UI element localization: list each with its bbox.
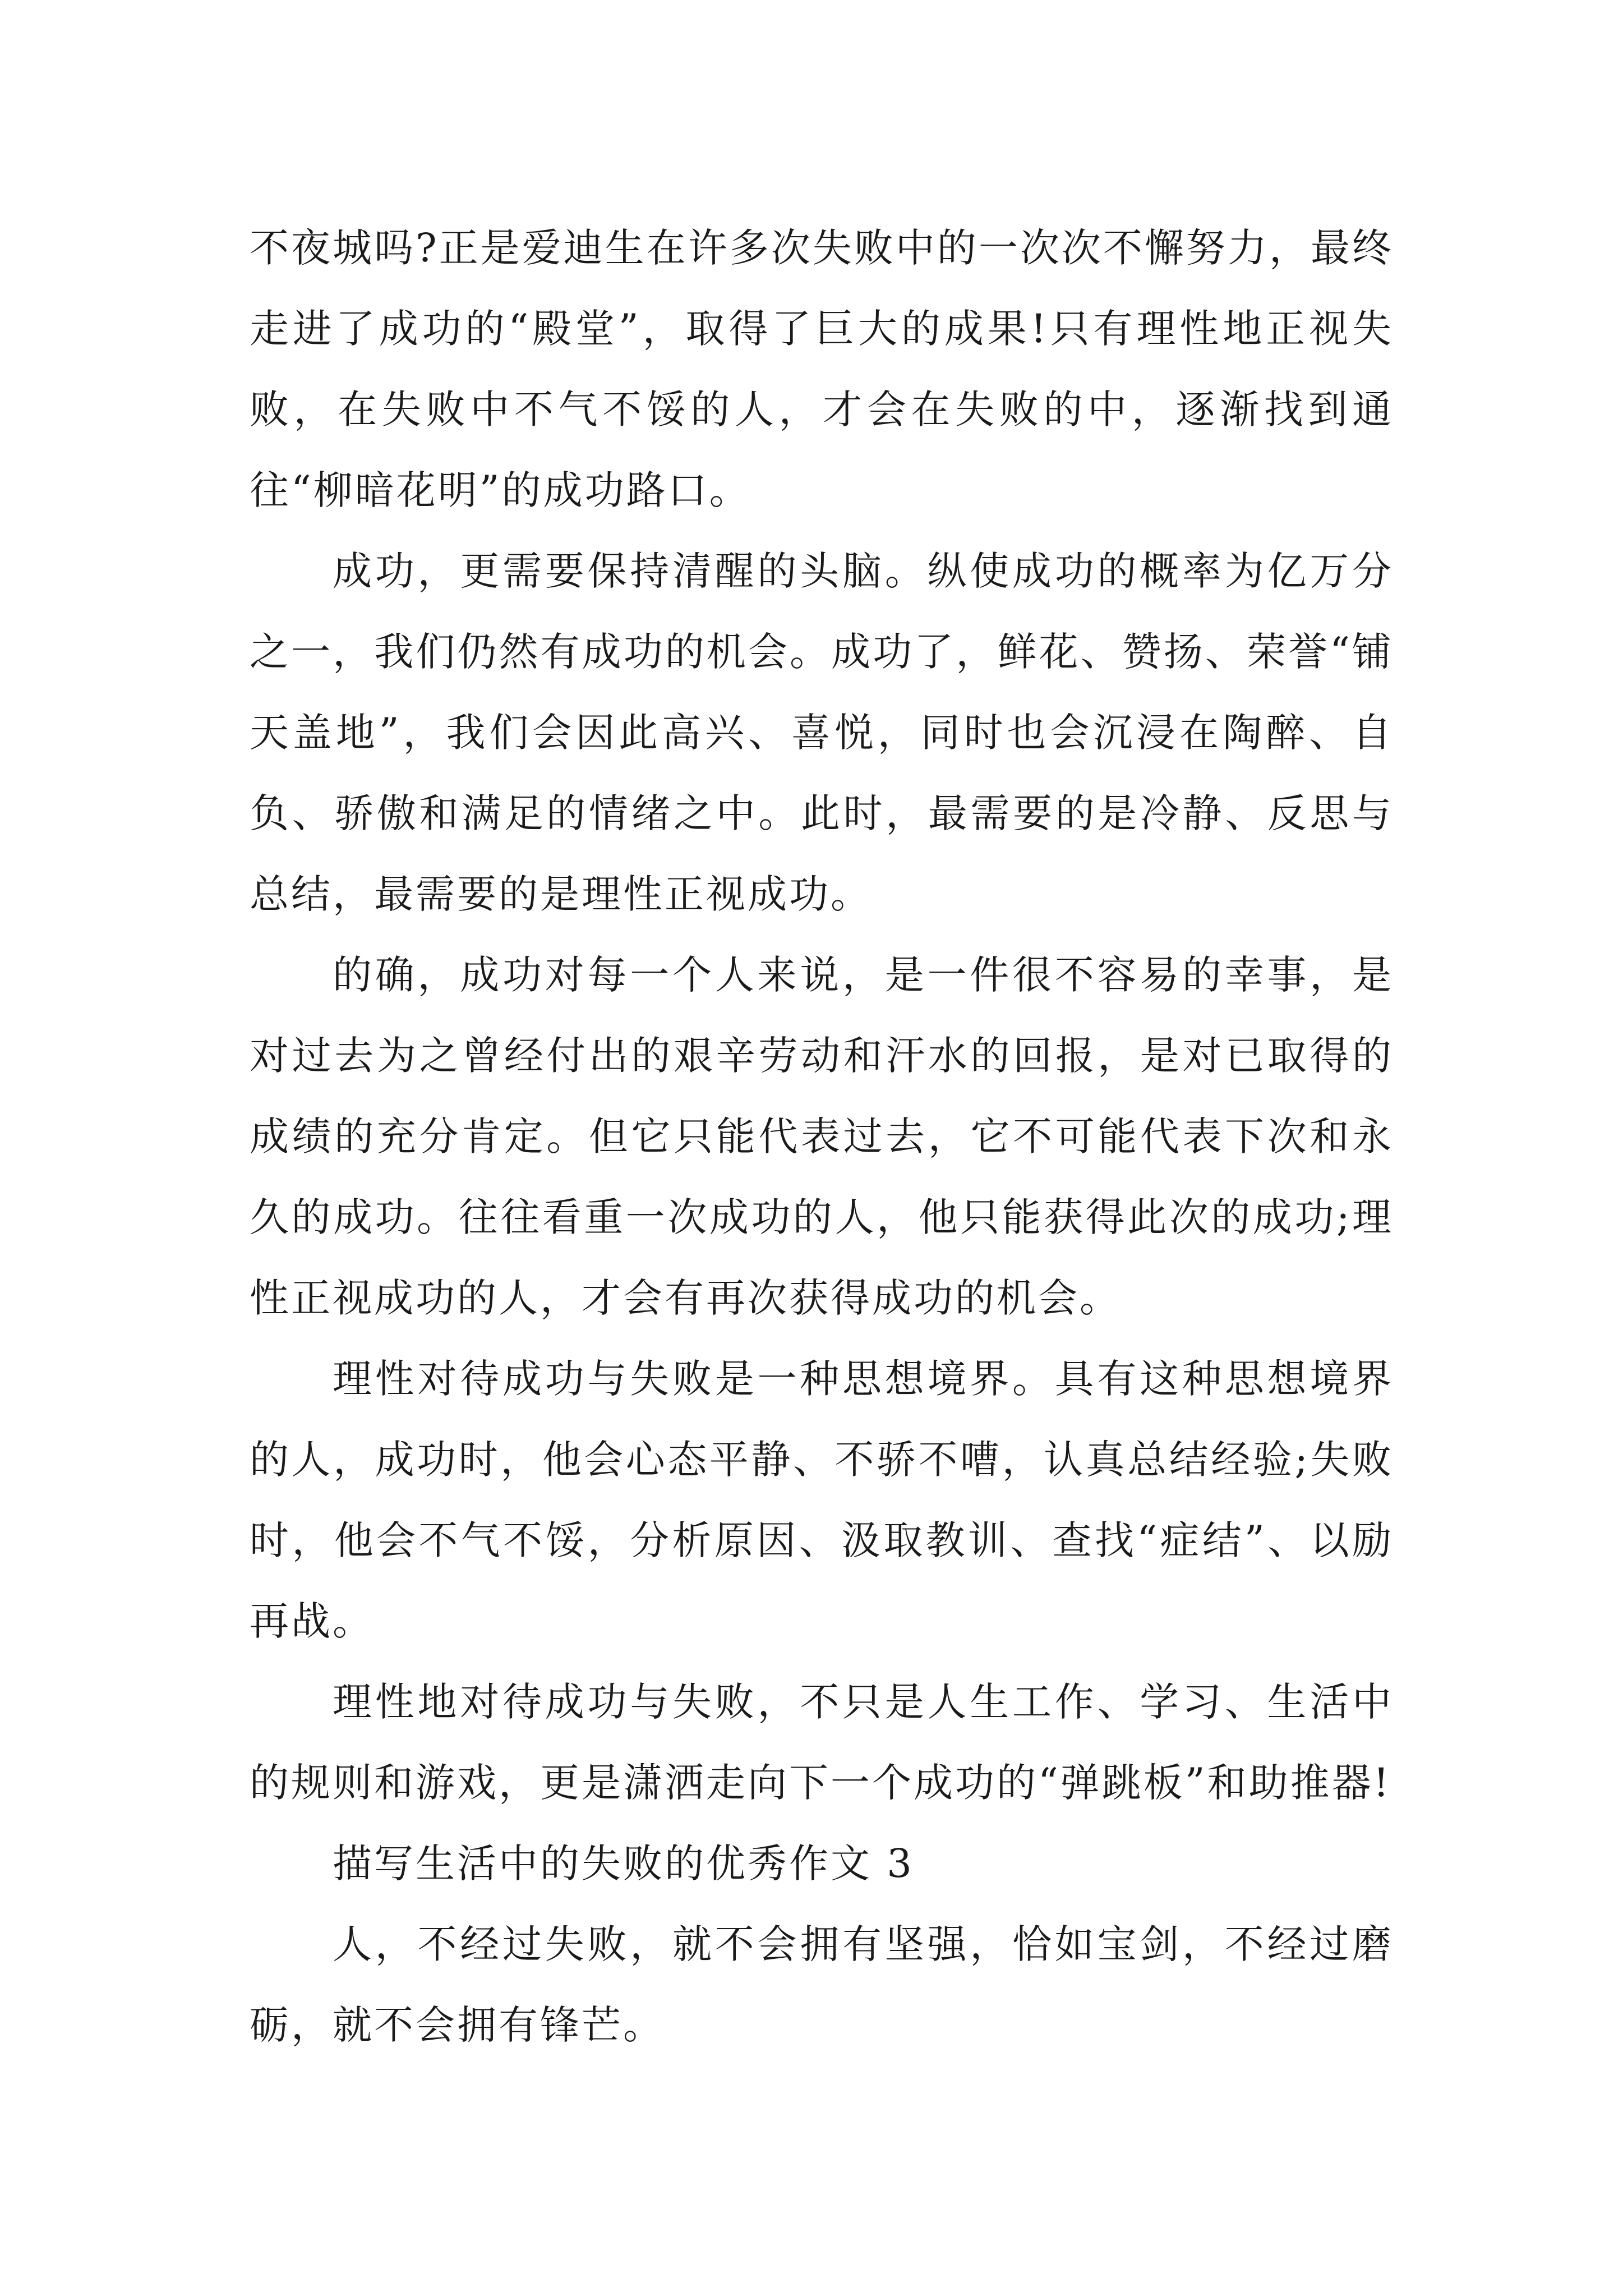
- paragraph-success-rare: 的确，成功对每一个人来说，是一件很不容易的幸事，是对过去为之曾经付出的艰辛劳动和汗水的回报，是对已取得的成绩的充分肯定。但它只能代表过去，它不可能代表下次和永久的成功。往往看重一次成功的人，他只能获得此次的成功;理性正视成功的人，才会有再次获得成功的机会。: [250, 952, 1394, 1321]
- paragraph-springboard: 理性地对待成功与失败，不只是人生工作、学习、生活中的规则和游戏，更是潇洒走向下一个成功的“弹跳板”和助推器!: [250, 1679, 1394, 1806]
- paragraph-success-clear-mind: 成功，更需要保持清醒的头脑。纵使成功的概率为亿万分之一，我们仍然有成功的机会。成功了，鲜花、赞扬、荣誉“铺天盖地”，我们会因此高兴、喜悦，同时也会沉浸在陶醉、自负、骄傲和满足的情绪之中。此时，最需要的是冷静、反思与总结，最需要的是理性正视成功。: [250, 548, 1394, 917]
- paragraph-rational-attitude: 理性对待成功与失败是一种思想境界。具有这种思想境界的人，成功时，他会心态平静、不骄不嘈，认真总结经验;失败时，他会不气不馁，分析原因、汲取教训、查找“症结”、以励再战。: [250, 1356, 1394, 1644]
- document-body: [250, 208, 1394, 2065]
- essay-heading: 描写生活中的失败的优秀作文 3: [333, 1841, 914, 1887]
- paragraph-sword-analogy: 人，不经过失败，就不会拥有坚强，恰如宝剑，不经过磨砺，就不会拥有锋芒。: [250, 1921, 1394, 2048]
- paragraph-continuation: 不夜城吗?正是爱迪生在许多次失败中的一次次不懈努力，最终走进了成功的“殿堂”，取得了巨大的成果!只有理性地正视失败，在失败中不气不馁的人，才会在失败的中，逐渐找到通往“柳暗花明”的成功路口。: [250, 225, 1394, 513]
